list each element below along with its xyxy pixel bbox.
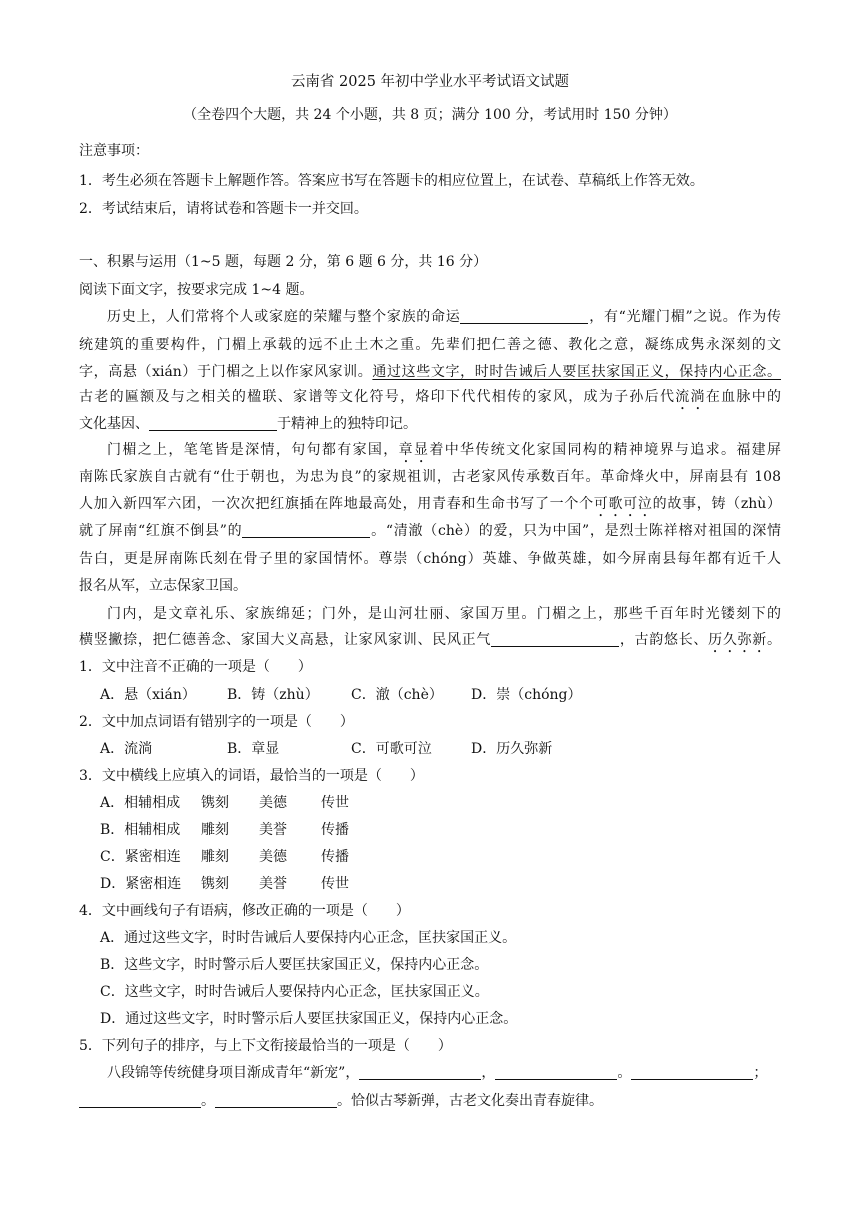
option-a: A．悬（xián） bbox=[100, 687, 196, 703]
passage-p2-line1: 门楣之上，笔笔皆是深情，句句都有家国，章显着中华传统文化家国同构的精神境界与追求。福建屏 bbox=[107, 442, 782, 458]
option-b: B．章显 bbox=[227, 741, 280, 757]
dotted-word-zhangxian: 章显 bbox=[398, 442, 430, 458]
notice-heading: 注意事项： bbox=[79, 143, 149, 159]
exam-subtitle: （全卷四个大题，共 24 个小题，共 8 页；满分 100 分，考试用时 150 分钟） bbox=[183, 107, 677, 123]
answer-blank bbox=[79, 1092, 201, 1108]
answer-blank bbox=[495, 1064, 617, 1080]
question-3-stem: 3．文中横线上应填入的词语，最恰当的一项是（ ） bbox=[79, 768, 424, 784]
notice-item-2: 2．考试结束后，请将试卷和答题卡一并交回。 bbox=[79, 201, 368, 217]
question-3-option-a: A．相辅相成 镌刻 美德 传世 bbox=[100, 795, 349, 811]
answer-blank bbox=[359, 1064, 481, 1080]
passage-p3-line1: 门内，是文章礼乐、家族绵延；门外，是山河壮丽、家国万里。门楣之上，那些千百年时光镂刻下的 bbox=[107, 606, 781, 622]
question-5-line1: 八段锦等传统健身项目渐成青年“新宠”， ， 。 ； bbox=[107, 1065, 768, 1081]
question-1-options bbox=[100, 684, 781, 706]
question-1-stem: 1．文中注音不正确的一项是（ ） bbox=[79, 659, 312, 675]
passage-p2-line4: 就了屏南“红旗不倒县”的 。“清澈（chè）的爱，只为中国”，是烈士陈祥榕对祖国的深情 bbox=[79, 523, 781, 539]
question-4-option-b: B．这些文字，时时警示后人要匡扶家国正义，保持内心正念。 bbox=[100, 957, 489, 973]
option-c: C．可歌可泣 bbox=[351, 741, 432, 757]
dotted-word-liutang: 流淌 bbox=[675, 389, 706, 405]
option-d: D．崇（chóng） bbox=[471, 687, 582, 703]
question-4-stem: 4．文中画线句子有语病，修改正确的一项是（ ） bbox=[79, 903, 410, 919]
option-a: A．流淌 bbox=[100, 741, 153, 757]
question-4-option-a: A．通过这些文字，时时告诫后人要保持内心正念，匡扶家国正义。 bbox=[100, 930, 517, 946]
answer-blank bbox=[149, 415, 277, 431]
section-instruction: 阅读下面文字，按要求完成 1~4 题。 bbox=[79, 282, 314, 298]
question-4-option-d: D．通过这些文字，时时警示后人要匡扶家国正义，保持内心正念。 bbox=[100, 1011, 518, 1027]
question-5-stem: 5．下列句子的排序，与上下文衔接最恰当的一项是（ ） bbox=[79, 1038, 452, 1054]
question-3-option-d: D．紧密相连 镌刻 美誉 传世 bbox=[100, 876, 349, 892]
passage-p3-line2: 横竖撇捺，把仁德善念、家国大义高悬，让家风家训、民风正气 ，古韵悠长、历久弥新。 bbox=[79, 632, 782, 648]
section-heading: 一、积累与运用（1~5 题，每题 2 分，第 6 题 6 分，共 16 分） bbox=[79, 254, 488, 270]
answer-blank bbox=[631, 1064, 753, 1080]
passage-p1-line4: 古老的匾额及与之相关的楹联、家谱等文化符号，烙印下代代相传的家风，成为子孙后代流淌在血脉中的 bbox=[79, 389, 781, 405]
question-4-option-c: C．这些文字，时时告诫后人要保持内心正念，匡扶家国正义。 bbox=[100, 984, 489, 1000]
question-3-option-c: C．紧密相连 雕刻 美德 传播 bbox=[100, 849, 349, 865]
exam-title: 云南省 2025 年初中学业水平考试语文试题 bbox=[290, 74, 570, 90]
passage-p2-line3: 人加入新四军六团，一次次把红旗插在阵地最高处，用青春和生命书写了一个个可歌可泣的故事，铸（zhù） bbox=[79, 496, 782, 512]
answer-blank bbox=[242, 522, 370, 538]
answer-blank bbox=[491, 631, 619, 647]
passage-p1-line3: 字，高悬（xián）于门楣之上以作家风家训。通过这些文字，时时告诫后人要匡扶家国正义，保持内心正念。 bbox=[79, 364, 781, 380]
dotted-word-lijiumixin: 历久弥新 bbox=[708, 632, 768, 648]
question-2-stem: 2．文中加点词语有错别字的一项是（ ） bbox=[79, 714, 354, 730]
option-c: C．澈（chè） bbox=[351, 687, 443, 703]
passage-p1-line1: 历史上，人们常将个人或家庭的荣耀与整个家族的命运 ，有“光耀门楣”之说。作为传 bbox=[107, 309, 781, 325]
dotted-word-kegekeqi: 可歌可泣 bbox=[593, 496, 653, 512]
answer-blank bbox=[215, 1092, 337, 1108]
answer-blank bbox=[460, 308, 588, 324]
notice-item-1: 1．考生必须在答题卡上解题作答。答案应书写在答题卡的相应位置上，在试卷、草稿纸上作答无效。 bbox=[79, 173, 704, 189]
question-3-option-b: B．相辅相成 雕刻 美誉 传播 bbox=[100, 822, 349, 838]
passage-p2-line6: 报名从军，立志保家卫国。 bbox=[79, 578, 247, 594]
passage-p1-line2: 统建筑的重要构件，门楣上承载的远不止土木之重。先辈们把仁善之德、教化之意，凝练成隽永深刻的文 bbox=[79, 337, 781, 353]
underlined-sentence: 通过这些文字，时时告诫后人要匡扶家国正义，保持内心正念。 bbox=[372, 364, 781, 380]
option-d: D．历久弥新 bbox=[471, 741, 553, 757]
question-2-options bbox=[100, 738, 781, 760]
question-5-line2: 。 。恰似古琴新弹，古老文化奏出青春旋律。 bbox=[79, 1090, 781, 1112]
option-b: B．铸（zhù） bbox=[227, 687, 319, 703]
passage-p2-line5: 告白，更是屏南陈氏刻在骨子里的家国情怀。尊崇（chóng）英雄、争做英雄，如今屏南县每年都有近千人 bbox=[79, 551, 781, 567]
passage-p2-line2: 南陈氏家族自古就有“仕于朝也，为忠为良”的家规祖训，古老家风传承数百年。革命烽火中，屏南县有 108 bbox=[79, 469, 781, 485]
passage-p1-line5: 文化基因、 于精神上的独特印记。 bbox=[79, 416, 417, 432]
